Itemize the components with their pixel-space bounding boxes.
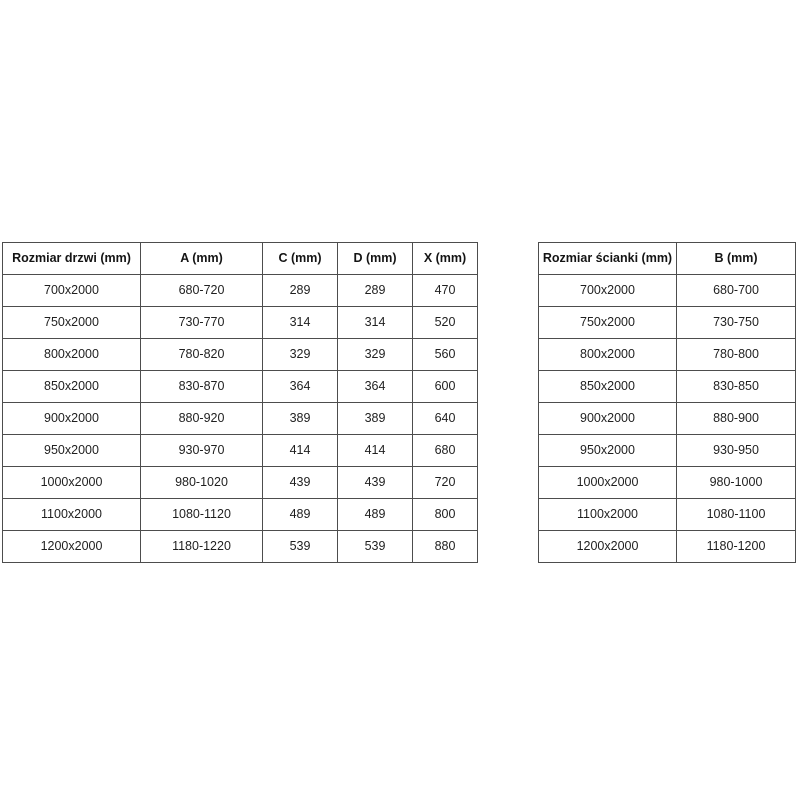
column-header: Rozmiar drzwi (mm) bbox=[3, 243, 141, 275]
table-row bbox=[3, 531, 478, 563]
table-cell: 389 bbox=[263, 403, 338, 435]
table-row bbox=[3, 307, 478, 339]
column-header: B (mm) bbox=[677, 243, 796, 275]
table-cell: 680-700 bbox=[677, 275, 796, 307]
table-row bbox=[539, 499, 796, 531]
table-cell: 640 bbox=[413, 403, 478, 435]
table-row bbox=[539, 275, 796, 307]
column-header: A (mm) bbox=[141, 243, 263, 275]
table-row bbox=[539, 339, 796, 371]
table-cell: 950x2000 bbox=[539, 435, 677, 467]
table-cell: 329 bbox=[263, 339, 338, 371]
table-row bbox=[539, 467, 796, 499]
table-cell: 329 bbox=[338, 339, 413, 371]
table-cell: 780-800 bbox=[677, 339, 796, 371]
wall-sizes-table bbox=[538, 242, 796, 563]
table-cell: 1180-1200 bbox=[677, 531, 796, 563]
table-row bbox=[3, 403, 478, 435]
column-header: Rozmiar ścianki (mm) bbox=[539, 243, 677, 275]
table-cell: 489 bbox=[338, 499, 413, 531]
column-header: C (mm) bbox=[263, 243, 338, 275]
table-cell: 289 bbox=[338, 275, 413, 307]
table-cell: 680-720 bbox=[141, 275, 263, 307]
table-cell: 314 bbox=[338, 307, 413, 339]
table-cell: 1080-1100 bbox=[677, 499, 796, 531]
table-cell: 364 bbox=[338, 371, 413, 403]
table-cell: 980-1020 bbox=[141, 467, 263, 499]
table-cell: 1000x2000 bbox=[539, 467, 677, 499]
table-row bbox=[3, 371, 478, 403]
table-row bbox=[3, 275, 478, 307]
table-cell: 850x2000 bbox=[539, 371, 677, 403]
table-cell: 780-820 bbox=[141, 339, 263, 371]
table-cell: 700x2000 bbox=[539, 275, 677, 307]
table-cell: 680 bbox=[413, 435, 478, 467]
table-cell: 880 bbox=[413, 531, 478, 563]
table-cell: 1200x2000 bbox=[539, 531, 677, 563]
table-cell: 830-850 bbox=[677, 371, 796, 403]
table-cell: 414 bbox=[338, 435, 413, 467]
table-cell: 314 bbox=[263, 307, 338, 339]
table-cell: 950x2000 bbox=[3, 435, 141, 467]
table-row bbox=[539, 403, 796, 435]
table-cell: 750x2000 bbox=[539, 307, 677, 339]
table-row bbox=[3, 339, 478, 371]
table-row bbox=[3, 435, 478, 467]
table-cell: 489 bbox=[263, 499, 338, 531]
table-cell: 1100x2000 bbox=[3, 499, 141, 531]
door-sizes-table bbox=[2, 242, 478, 563]
table-cell: 730-750 bbox=[677, 307, 796, 339]
table-row bbox=[539, 307, 796, 339]
table-cell: 364 bbox=[263, 371, 338, 403]
table-row bbox=[3, 499, 478, 531]
table-cell: 439 bbox=[263, 467, 338, 499]
table-cell: 900x2000 bbox=[539, 403, 677, 435]
table-cell: 560 bbox=[413, 339, 478, 371]
table-cell: 720 bbox=[413, 467, 478, 499]
table-cell: 1100x2000 bbox=[539, 499, 677, 531]
table-cell: 539 bbox=[263, 531, 338, 563]
table-cell: 1180-1220 bbox=[141, 531, 263, 563]
table-cell: 539 bbox=[338, 531, 413, 563]
table-cell: 470 bbox=[413, 275, 478, 307]
table-cell: 414 bbox=[263, 435, 338, 467]
table-cell: 289 bbox=[263, 275, 338, 307]
table-cell: 750x2000 bbox=[3, 307, 141, 339]
table-cell: 980-1000 bbox=[677, 467, 796, 499]
header-row bbox=[539, 243, 796, 275]
table-cell: 730-770 bbox=[141, 307, 263, 339]
table-cell: 600 bbox=[413, 371, 478, 403]
table-row bbox=[3, 467, 478, 499]
header-row bbox=[3, 243, 478, 275]
column-header: D (mm) bbox=[338, 243, 413, 275]
table-cell: 830-870 bbox=[141, 371, 263, 403]
table-cell: 1200x2000 bbox=[3, 531, 141, 563]
table-cell: 389 bbox=[338, 403, 413, 435]
table-cell: 520 bbox=[413, 307, 478, 339]
table-cell: 930-950 bbox=[677, 435, 796, 467]
column-header: X (mm) bbox=[413, 243, 478, 275]
table-cell: 930-970 bbox=[141, 435, 263, 467]
table-cell: 439 bbox=[338, 467, 413, 499]
table-cell: 700x2000 bbox=[3, 275, 141, 307]
table-cell: 800x2000 bbox=[3, 339, 141, 371]
table-cell: 880-920 bbox=[141, 403, 263, 435]
table-cell: 1080-1120 bbox=[141, 499, 263, 531]
table-cell: 1000x2000 bbox=[3, 467, 141, 499]
table-cell: 800x2000 bbox=[539, 339, 677, 371]
table-row bbox=[539, 435, 796, 467]
table-cell: 900x2000 bbox=[3, 403, 141, 435]
table-cell: 850x2000 bbox=[3, 371, 141, 403]
table-cell: 880-900 bbox=[677, 403, 796, 435]
table-row bbox=[539, 371, 796, 403]
table-row bbox=[539, 531, 796, 563]
table-cell: 800 bbox=[413, 499, 478, 531]
